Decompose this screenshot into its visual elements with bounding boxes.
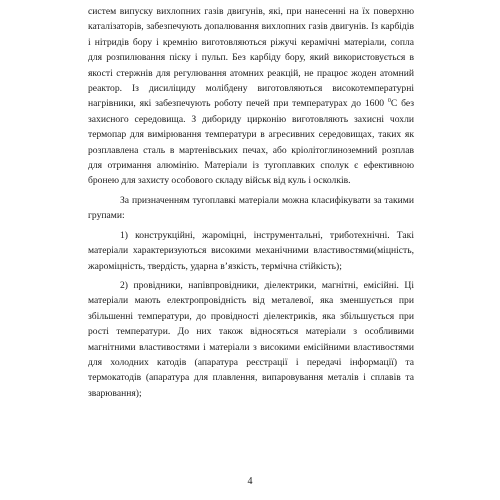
paragraph-intro (88, 4, 414, 189)
degree-superscript: 0 (387, 98, 391, 105)
list-item-group-2: 2) провідники, напівпровідники, діелектрики, магнітні, емісійні. Ці матеріали мають електропровідність від металевої, яка зменшується при збільшенні температури, до провідності діелектриків, яка збільшується при рості температури. До них також відносяться матеріали з особливими магнітними властивостями і матеріали з високими емісійними властивостями для холодних катодів (апаратура реєстрації і передачі інформації) та термокатодів (апаратура для плавлення, випаровування металів і сплавів та зварювання); (88, 279, 414, 399)
paragraph-classification: За призначенням тугоплавкі матеріали можна класифікувати за такими групами: (88, 194, 414, 222)
page-number: 4 (247, 476, 253, 487)
intro-text: систем випуску вихлопних газів двигунів, які, при нанесенні на їх поверхню каталізаторів, забезпечують допалювання вихлопних газів двигунів. Із карбідів і нітридів бору і кремнію виготовляються ріжучі керамічні матеріали, сопла для розпилювання піску і пульп. Без карбіду бору, який використовується в якості стержнів для регулювання атомних реакцій, не працює жоден атомний реактор. Із дисиліциду молібдену виготовляються високотемпературні нагрівники, які забезпечують роботу печей при температурах до 1600 (88, 6, 414, 110)
intro-tail: С без захисного середовища. З дибориду цирконію виготовляють захисні чохли термопар для вимірювання температури в агресивних середовищах, таких як розплавлена сталь в мартенівських печах, або кріолітоглиноземний розплав для отримання алюмінію. Матеріали із тугоплавких сполук є ефективною бронею для захисту особового складу військ від куль і осколків. (88, 98, 414, 187)
list-item-group-1: 1) конструкційні, жароміцні, інструментальні, триботехнічні. Такі матеріали характеризуються високими механічними властивостями(міцність, жароміцність, твердість, ударна в’язкість, термічна стійкість); (88, 229, 414, 272)
body-text (88, 4, 414, 401)
